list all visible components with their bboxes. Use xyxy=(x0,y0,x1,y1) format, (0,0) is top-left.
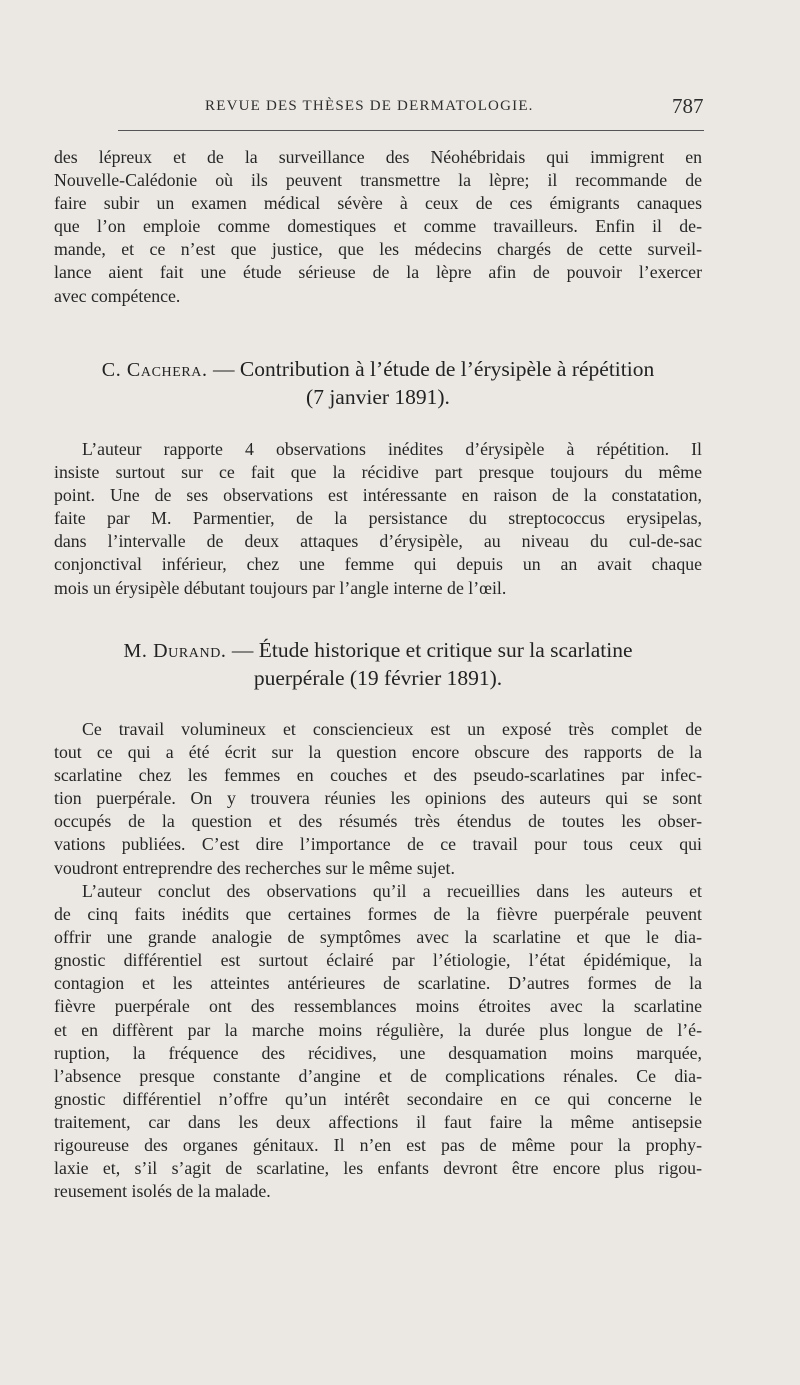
article-body-durand-p1 xyxy=(54,718,702,880)
article-body-cachera xyxy=(54,438,702,600)
article-body-durand-p2 xyxy=(54,880,702,1203)
text-line: point. Une de ses observations est intéressante en raison de la constatation, xyxy=(54,485,702,506)
running-head xyxy=(0,94,800,122)
text-line: reusement isolés de la malade. xyxy=(54,1181,271,1202)
text-line: vations publiées. C’est dire l’importance de ce travail pour tous ceux qui xyxy=(54,834,702,855)
article-date: (7 janvier 1891). xyxy=(306,385,450,409)
running-title: REVUE DES THÈSES DE DERMATOLOGIE. xyxy=(205,98,534,114)
heading-line xyxy=(54,355,702,383)
text-line: rigoureuse des organes génitaux. Il n’en est pas de même pour la prophy- xyxy=(54,1135,702,1156)
text-line: ruption, la fréquence des récidives, une desquamation moins marquée, xyxy=(54,1042,702,1063)
text-line: traitement, car dans les deux affections il faut faire la même antisepsie xyxy=(54,1111,702,1132)
text-line: contagion et les atteintes antérieures de scarlatine. D’autres formes de la xyxy=(54,973,702,994)
text-line: laxie et, s’il s’agit de scarlatine, les enfants devront être encore plus rigou- xyxy=(54,1158,702,1179)
text-line: voudront entreprendre des recherches sur le même sujet. xyxy=(54,857,455,878)
text-line: et en diffèrent par la marche moins régulière, la durée plus longue de l’é- xyxy=(54,1019,702,1040)
text-line: lance aient fait une étude sérieuse de la lèpre afin de pouvoir l’exercer xyxy=(54,262,702,283)
text-line: gnostic différentiel est surtout éclairé par l’étiologie, l’état épidémique, la xyxy=(54,950,702,971)
text-line: faire subir un examen médical sévère à ceux de ces émigrants canaques xyxy=(54,193,702,214)
text-line: tion puerpérale. On y trouvera réunies les opinions des auteurs qui se sont xyxy=(54,788,702,809)
text-line: dans l’intervalle de deux attaques d’érysipèle, au niveau du cul-de-sac xyxy=(54,531,702,552)
page-number: 787 xyxy=(672,94,704,118)
text-line: L’auteur conclut des observations qu’il a recueillies dans les auteurs et xyxy=(82,881,702,901)
text-line: avec compétence. xyxy=(54,285,181,306)
text-line: de cinq faits inédits que certaines formes de la fièvre puerpérale peuvent xyxy=(54,904,702,925)
text-line: L’auteur rapporte 4 observations inédites d’érysipèle à répétition. Il xyxy=(82,439,702,459)
article-date: puerpérale (19 février 1891). xyxy=(253,666,503,690)
author-name: M. Durand. xyxy=(123,640,227,662)
text-line: Ce travail volumineux et consciencieux est un exposé très complet de xyxy=(82,719,702,739)
article-title: — Étude historique et critique sur la scarlatine xyxy=(226,638,633,662)
text-line: insiste surtout sur ce fait que la récidive part presque toujours du même xyxy=(54,462,702,483)
article-heading-durand xyxy=(54,636,702,692)
text-line: l’absence presque constante d’angine et de complications rénales. Ce dia- xyxy=(54,1065,702,1086)
article-heading-cachera xyxy=(54,355,702,411)
text-line: tout ce qui a été écrit sur la question encore obscure des rapports de la xyxy=(54,742,702,763)
text-line: faite par M. Parmentier, de la persistance du streptococcus erysipelas, xyxy=(54,508,702,529)
text-line: occupés de la question et des résumés très étendus de toutes les obser- xyxy=(54,811,702,832)
heading-line xyxy=(54,636,702,664)
text-line: mois un érysipèle débutant toujours par l’angle interne de l’œil. xyxy=(54,577,507,598)
text-line: Nouvelle-Calédonie où ils peuvent transmettre la lèpre; il recommande de xyxy=(54,170,702,191)
text-line: offrir une grande analogie de symptômes avec la scarlatine et que le dia- xyxy=(54,927,702,948)
intro-paragraph xyxy=(54,146,702,308)
text-line: que l’on emploie comme domestiques et comme travailleurs. Enfin il de- xyxy=(54,216,702,237)
text-line: mande, et ce n’est que justice, que les médecins chargés de cette surveil- xyxy=(54,239,702,260)
text-line: fièvre puerpérale ont des ressemblances moins étroites avec la scarlatine xyxy=(54,996,702,1017)
text-line: scarlatine chez les femmes en couches et des pseudo-scarlatines par infec- xyxy=(54,765,702,786)
text-line: conjonctival inférieur, chez une femme qui depuis un an avait chaque xyxy=(54,554,702,575)
text-line: gnostic différentiel n’offre qu’un intérêt secondaire en ce qui concerne le xyxy=(54,1088,702,1109)
article-title: — Contribution à l’étude de l’érysipèle à répétition xyxy=(207,357,655,381)
text-line: des lépreux et de la surveillance des Néohébridais qui immigrent en xyxy=(54,147,702,167)
author-name: C. Cachera. xyxy=(101,359,208,381)
header-rule xyxy=(118,130,704,131)
